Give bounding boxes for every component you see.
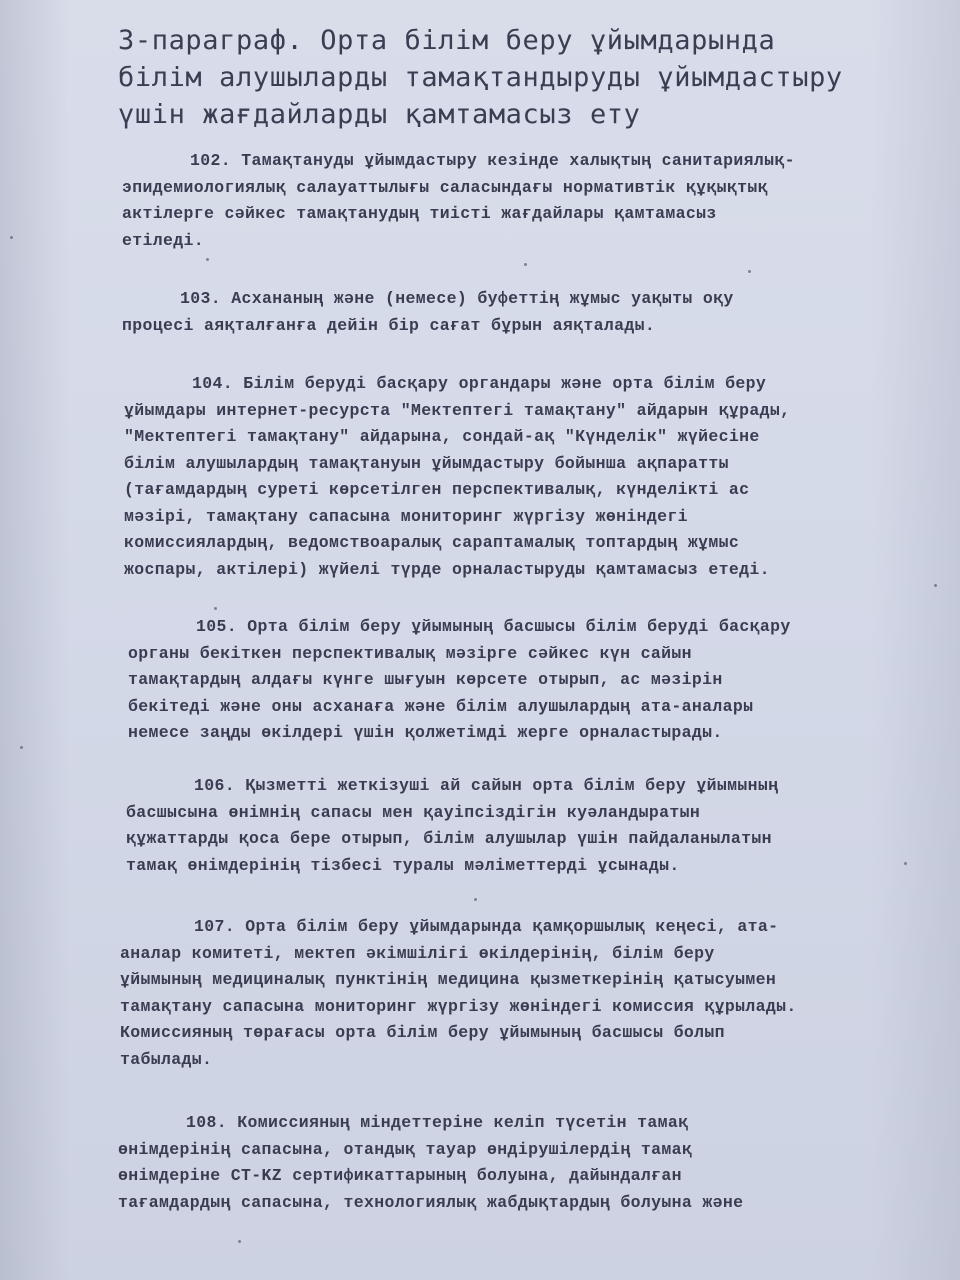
section-heading: [118, 22, 918, 133]
paragraph-line: құжаттарды қоса бере отырып, білім алушылар үшін пайдаланылатын: [126, 829, 772, 848]
heading-line-3: үшін жағдайларды қамтамасыз ету: [118, 99, 641, 130]
paragraph-line: табылады.: [120, 1049, 213, 1069]
paragraph-line: тамақ өнімдерінің тізбесі туралы мәліметтерді ұсынады.: [126, 855, 680, 875]
paragraph-line: 106. Қызметті жеткізуші ай сайын орта білім беру ұйымының: [194, 776, 779, 795]
paragraph-line: 102. Тамақтануды ұйымдастыру кезінде халықтың санитариялық-: [190, 151, 795, 170]
paper-speck: [524, 263, 527, 266]
paragraph-106: [126, 773, 778, 879]
paragraph-line: өнімдеріне СТ-KZ сертификаттарының болуына, дайындалған: [118, 1166, 682, 1185]
paragraph-line: 105. Орта білім беру ұйымының басшысы білім беруді басқару: [196, 617, 791, 636]
paragraph-107: [120, 914, 797, 1073]
paper-speck: [238, 1240, 241, 1243]
paragraph-line: 104. Білім беруді басқару органдары және орта білім беру: [192, 374, 767, 393]
paper-speck: [748, 270, 751, 273]
paragraph-line: білім алушылардың тамақтануын ұйымдастыру бойынша ақпаратты: [124, 453, 729, 473]
page-shadow-right: [870, 0, 960, 1280]
paragraph-line: процесі аяқталғанға дейін бір сағат бұрын аяқталады.: [122, 315, 656, 335]
page-shadow-left: [0, 0, 70, 1280]
paragraph-number: 107.: [194, 917, 236, 936]
paragraph-line: 108. Комиссияның міндеттеріне келіп түсетін тамақ: [186, 1113, 689, 1132]
paragraph-line: мәзірі, тамақтану сапасына мониторинг жүргізу жөніндегі: [124, 506, 688, 526]
paragraph-105: [128, 614, 791, 747]
paragraph-line: басшысына өнімнің сапасы мен қауіпсіздігін куәландыратын: [126, 802, 701, 822]
paragraph-line: ұйымының медициналық пунктінің медицина қызметкерінің қатысуымен: [120, 970, 777, 989]
paragraph-line: комиссиялардың, ведомствоаралық сараптамалық топтардың жұмыс: [124, 533, 740, 552]
paragraph-line: немесе заңды өкілдері үшін қолжетімді жерге орналастырады.: [128, 723, 723, 742]
paragraph-line: органы бекіткен перспективалық мәзірге сәйкес күн сайын: [128, 643, 692, 663]
paragraph-line: тамақтардың алдағы күнге шығуын көрсете отырып, ас мәзірін: [128, 670, 723, 689]
paragraph-108: [118, 1110, 743, 1216]
paragraph-number: 105.: [196, 617, 238, 636]
paragraph-line: "Мектептегі тамақтану" айдарына, сондай-ақ "Күнделік" жүйесіне: [124, 427, 760, 446]
paragraph-line: бекітеді және оны асханаға және білім алушылардың ата-аналары: [128, 696, 754, 716]
paragraph-line: жоспары, актілері) жүйелі түрде орналастыруды қамтамасыз етеді.: [124, 559, 770, 579]
paragraph-number: 104.: [192, 374, 234, 393]
paragraph-line: аналар комитеті, мектеп әкімшілігі өкілдерінің, білім беру: [120, 943, 715, 963]
paper-speck: [934, 584, 937, 587]
paragraph-line: өнімдерінің сапасына, отандық тауар өндірушілердің тамақ: [118, 1139, 693, 1159]
paragraph-line: тағамдардың сапасына, технологиялық жабдықтардың болуына және: [118, 1192, 744, 1212]
paragraph-line: (тағамдардың суреті көрсетілген перспективалық, күнделікті ас: [124, 480, 750, 499]
paragraph-line: етіледі.: [122, 230, 205, 250]
paragraph-103: [122, 286, 734, 339]
paragraph-line: 107. Орта білім беру ұйымдарында қамқоршылық кеңесі, ата-: [194, 917, 779, 936]
paragraph-line: тамақтану сапасына мониторинг жүргізу жөніндегі комиссия құрылады.: [120, 996, 797, 1016]
paper-speck: [206, 258, 209, 261]
paragraph-line: 103. Асхананың және (немесе) буфеттің жұмыс уақыты оқу: [180, 289, 734, 308]
paragraph-line: ұйымдары интернет-ресурста "Мектептегі тамақтану" айдарын құрады,: [124, 400, 791, 420]
paragraph-line: эпидемиологиялық салауаттылығы саласындағы нормативтік құқықтық: [122, 177, 768, 197]
paragraph-number: 106.: [194, 776, 236, 795]
paper-speck: [10, 236, 13, 239]
heading-line-2: білім алушыларды тамақтандыруды ұйымдастыру: [118, 62, 843, 93]
paragraph-102: [122, 148, 795, 254]
paper-speck: [20, 746, 23, 749]
heading-line-1: 3-параграф. Орта білім беру ұйымдарында: [118, 25, 776, 56]
paper-speck: [474, 898, 477, 901]
paragraph-line: Комиссияның төрағасы орта білім беру ұйымының басшысы болып: [120, 1023, 725, 1042]
paragraph-number: 102.: [190, 151, 232, 170]
paragraph-number: 108.: [186, 1113, 228, 1132]
paper-speck: [214, 607, 217, 610]
paragraph-104: [124, 371, 790, 583]
paragraph-line: актілерге сәйкес тамақтанудың тиісті жағдайлары қамтамасыз: [122, 204, 717, 223]
paper-speck: [904, 862, 907, 865]
paragraph-number: 103.: [180, 289, 222, 308]
